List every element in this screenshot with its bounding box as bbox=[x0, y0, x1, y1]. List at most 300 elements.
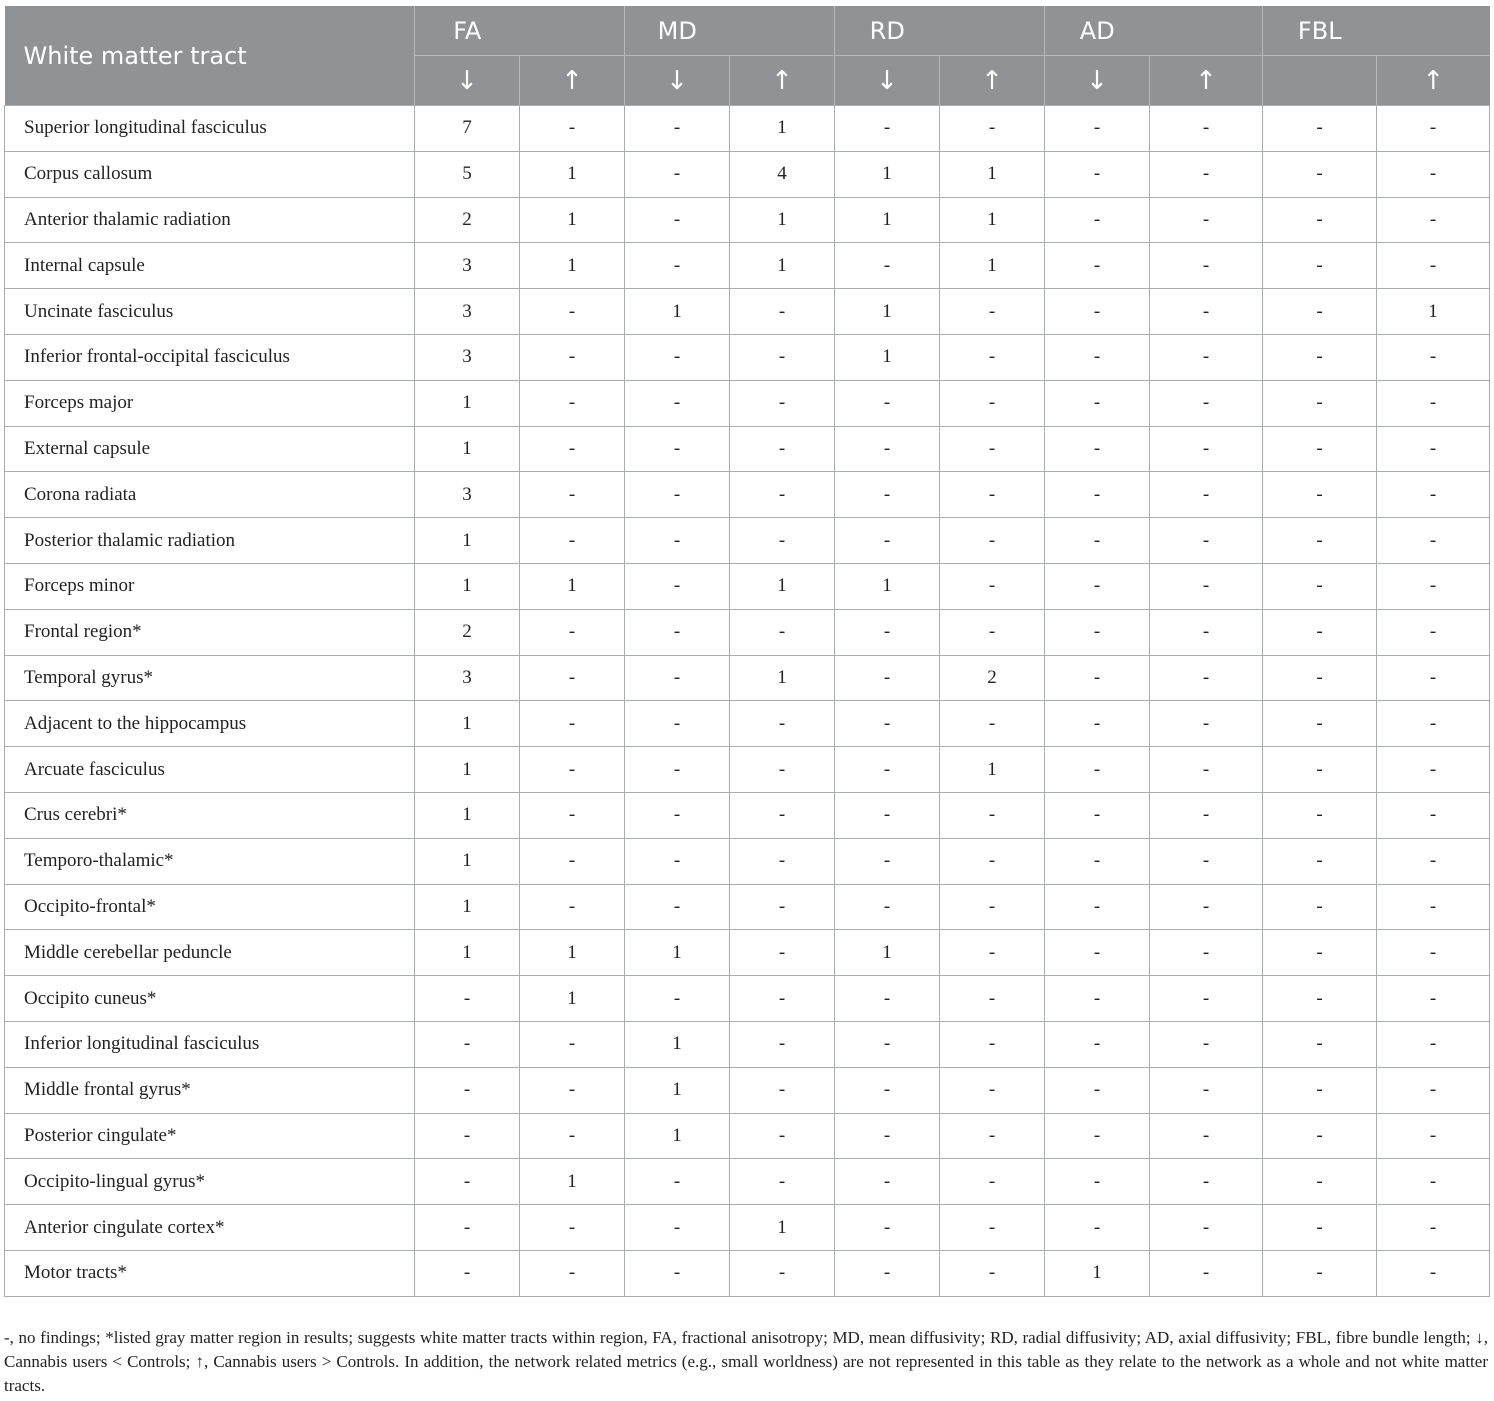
header-tract: White matter tract bbox=[5, 6, 415, 106]
table-cell: - bbox=[1263, 1067, 1377, 1113]
table-cell: 1 bbox=[415, 701, 520, 747]
table-cell: - bbox=[835, 1205, 940, 1251]
table-cell: - bbox=[1377, 1067, 1490, 1113]
table-cell: - bbox=[1045, 334, 1150, 380]
table-cell: 1 bbox=[730, 1205, 835, 1251]
table-cell: - bbox=[940, 289, 1045, 335]
table-cell: - bbox=[835, 1113, 940, 1159]
table-cell: - bbox=[415, 976, 520, 1022]
table-cell: - bbox=[520, 1021, 625, 1067]
table-row bbox=[5, 1159, 1490, 1205]
table-cell: - bbox=[1150, 243, 1263, 289]
table-cell: - bbox=[835, 609, 940, 655]
table-cell: - bbox=[1045, 380, 1150, 426]
table-cell: - bbox=[730, 609, 835, 655]
table-cell: - bbox=[940, 1113, 1045, 1159]
table-cell: - bbox=[1045, 289, 1150, 335]
table-row bbox=[5, 747, 1490, 793]
table-cell: - bbox=[730, 747, 835, 793]
table-cell: - bbox=[1150, 1021, 1263, 1067]
table-cell: - bbox=[415, 1113, 520, 1159]
table-cell: - bbox=[940, 106, 1045, 152]
table-cell: - bbox=[625, 655, 730, 701]
table-cell: 1 bbox=[415, 518, 520, 564]
table-cell: - bbox=[1263, 1159, 1377, 1205]
table-cell: - bbox=[1045, 655, 1150, 701]
table-cell: - bbox=[1377, 518, 1490, 564]
table-cell: - bbox=[730, 792, 835, 838]
table-cell: - bbox=[1377, 1113, 1490, 1159]
header-arrow: ↑ bbox=[520, 56, 625, 106]
table-cell: - bbox=[1045, 930, 1150, 976]
table-cell: 1 bbox=[835, 563, 940, 609]
table-cell: - bbox=[1045, 426, 1150, 472]
table-cell: - bbox=[1045, 518, 1150, 564]
header-metric-md: MD bbox=[625, 6, 730, 56]
table-cell: - bbox=[520, 747, 625, 793]
table-cell: - bbox=[1150, 151, 1263, 197]
table-cell: - bbox=[1045, 1113, 1150, 1159]
table-cell: - bbox=[1377, 106, 1490, 152]
table-cell: - bbox=[940, 563, 1045, 609]
table-cell: - bbox=[1045, 1067, 1150, 1113]
table-cell: - bbox=[1150, 426, 1263, 472]
table-cell: - bbox=[730, 1113, 835, 1159]
table-cell: - bbox=[835, 976, 940, 1022]
table-cell: - bbox=[1263, 380, 1377, 426]
table-cell: - bbox=[1377, 380, 1490, 426]
table-cell: - bbox=[835, 747, 940, 793]
table-cell: - bbox=[1377, 884, 1490, 930]
tract-name: Arcuate fasciculus bbox=[5, 747, 415, 793]
header-arrow: ↓ bbox=[415, 56, 520, 106]
tract-name: Superior longitudinal fasciculus bbox=[5, 106, 415, 152]
tract-name: Inferior frontal-occipital fasciculus bbox=[5, 334, 415, 380]
table-cell: - bbox=[1263, 472, 1377, 518]
table-cell: - bbox=[835, 792, 940, 838]
table-cell: - bbox=[1150, 1250, 1263, 1296]
table-row bbox=[5, 930, 1490, 976]
table-cell: - bbox=[520, 106, 625, 152]
table-cell: - bbox=[1377, 563, 1490, 609]
tract-name: Middle cerebellar peduncle bbox=[5, 930, 415, 976]
table-cell: 1 bbox=[520, 976, 625, 1022]
table-cell: - bbox=[835, 1021, 940, 1067]
table-cell: - bbox=[940, 1021, 1045, 1067]
header-spacer bbox=[940, 6, 1045, 56]
table-row bbox=[5, 426, 1490, 472]
table-cell: - bbox=[1150, 792, 1263, 838]
table-cell: - bbox=[520, 518, 625, 564]
table-cell: - bbox=[835, 1067, 940, 1113]
table-cell: - bbox=[835, 1159, 940, 1205]
header-spacer bbox=[1150, 6, 1263, 56]
table-cell: - bbox=[625, 1250, 730, 1296]
table-cell: 1 bbox=[730, 563, 835, 609]
table-cell: - bbox=[1377, 609, 1490, 655]
table-cell: - bbox=[1150, 1067, 1263, 1113]
table-cell: - bbox=[1045, 197, 1150, 243]
table-cell: - bbox=[1263, 243, 1377, 289]
table-cell: - bbox=[730, 1159, 835, 1205]
table-cell: - bbox=[1150, 1159, 1263, 1205]
table-cell: - bbox=[1263, 426, 1377, 472]
table-cell: - bbox=[520, 701, 625, 747]
table-cell: - bbox=[1150, 563, 1263, 609]
table-cell: - bbox=[1263, 930, 1377, 976]
table-cell: - bbox=[1150, 747, 1263, 793]
tract-name: Temporo-thalamic* bbox=[5, 838, 415, 884]
table-cell: 1 bbox=[415, 792, 520, 838]
table-cell: 1 bbox=[415, 838, 520, 884]
table-cell: - bbox=[520, 884, 625, 930]
table-cell: - bbox=[835, 838, 940, 884]
table-cell: 3 bbox=[415, 655, 520, 701]
table-cell: - bbox=[1263, 976, 1377, 1022]
table-cell: - bbox=[940, 792, 1045, 838]
tract-name: Temporal gyrus* bbox=[5, 655, 415, 701]
table-row bbox=[5, 976, 1490, 1022]
tract-name: External capsule bbox=[5, 426, 415, 472]
table-row bbox=[5, 701, 1490, 747]
table-cell: - bbox=[625, 106, 730, 152]
table-cell: 1 bbox=[415, 426, 520, 472]
table-cell: - bbox=[1263, 838, 1377, 884]
table-cell: 2 bbox=[415, 197, 520, 243]
table-cell: - bbox=[415, 1067, 520, 1113]
table-row bbox=[5, 243, 1490, 289]
table-cell: - bbox=[940, 426, 1045, 472]
tract-name: Middle frontal gyrus* bbox=[5, 1067, 415, 1113]
table-cell: - bbox=[1150, 930, 1263, 976]
table-cell: - bbox=[1377, 334, 1490, 380]
table-cell: - bbox=[1263, 563, 1377, 609]
table-footnote: -, no findings; *listed gray matter region in results; suggests white matter tracts within region, FA, fractional anisotropy; MD, mean diffusivity; RD, radial diffusivity; AD, axial diffusivity; FBL, fibre bundle length; ↓, Cannabis users < Controls; ↑, Cannabis users > Controls. In addition, the network related metrics (e.g., small worldness) are not represented in this table as they relate to the network as a whole and not white matter tracts. bbox=[4, 1328, 1488, 1395]
table-cell: - bbox=[1150, 838, 1263, 884]
table-cell: - bbox=[1263, 197, 1377, 243]
table-cell: 3 bbox=[415, 334, 520, 380]
tract-name: Anterior cingulate cortex* bbox=[5, 1205, 415, 1251]
table-row bbox=[5, 1113, 1490, 1159]
table-row bbox=[5, 1067, 1490, 1113]
table-cell: 1 bbox=[730, 655, 835, 701]
table-cell: - bbox=[730, 426, 835, 472]
table-row bbox=[5, 380, 1490, 426]
table-cell: - bbox=[1045, 243, 1150, 289]
table-cell: 3 bbox=[415, 289, 520, 335]
table-cell: - bbox=[625, 197, 730, 243]
header-arrow: ↓ bbox=[835, 56, 940, 106]
table-cell: - bbox=[835, 243, 940, 289]
tract-name: Occipito cuneus* bbox=[5, 976, 415, 1022]
table-cell: 1 bbox=[835, 930, 940, 976]
table-cell: - bbox=[1150, 655, 1263, 701]
table-cell: - bbox=[730, 334, 835, 380]
table-cell: - bbox=[520, 838, 625, 884]
header-metric-fbl: FBL bbox=[1263, 6, 1377, 56]
table-cell: - bbox=[520, 426, 625, 472]
table-cell: - bbox=[730, 289, 835, 335]
table-cell: - bbox=[940, 472, 1045, 518]
table-cell: 1 bbox=[415, 563, 520, 609]
table-cell: - bbox=[1377, 1250, 1490, 1296]
table-cell: - bbox=[1377, 426, 1490, 472]
header-arrow: ↑ bbox=[1150, 56, 1263, 106]
header-spacer bbox=[1377, 6, 1490, 56]
table-row bbox=[5, 1205, 1490, 1251]
tract-name: Anterior thalamic radiation bbox=[5, 197, 415, 243]
table-cell: - bbox=[415, 1159, 520, 1205]
header-arrow: ↑ bbox=[730, 56, 835, 106]
table-cell: - bbox=[730, 380, 835, 426]
table-cell: - bbox=[625, 838, 730, 884]
table-cell: 4 bbox=[730, 151, 835, 197]
table-cell: - bbox=[625, 747, 730, 793]
table-cell: - bbox=[1045, 747, 1150, 793]
table-cell: - bbox=[1263, 747, 1377, 793]
table-cell: - bbox=[1045, 838, 1150, 884]
table-cell: - bbox=[1045, 884, 1150, 930]
table-cell: - bbox=[835, 380, 940, 426]
table-cell: - bbox=[1377, 930, 1490, 976]
table-cell: - bbox=[940, 609, 1045, 655]
table-cell: - bbox=[1377, 747, 1490, 793]
table-cell: - bbox=[1263, 1205, 1377, 1251]
table-cell: - bbox=[1263, 151, 1377, 197]
tract-name: Occipito-lingual gyrus* bbox=[5, 1159, 415, 1205]
table-cell: - bbox=[520, 1113, 625, 1159]
table-cell: - bbox=[1150, 380, 1263, 426]
table-cell: - bbox=[1377, 197, 1490, 243]
table-cell: - bbox=[1263, 289, 1377, 335]
table-cell: - bbox=[940, 1250, 1045, 1296]
table-cell: 1 bbox=[940, 197, 1045, 243]
table-cell: - bbox=[1045, 1021, 1150, 1067]
table-cell: - bbox=[1263, 609, 1377, 655]
table-row bbox=[5, 472, 1490, 518]
table-cell: - bbox=[520, 289, 625, 335]
table-cell: - bbox=[520, 380, 625, 426]
table-cell: - bbox=[835, 655, 940, 701]
table-cell: - bbox=[415, 1021, 520, 1067]
table-cell: 1 bbox=[940, 243, 1045, 289]
table-cell: 1 bbox=[520, 151, 625, 197]
table-cell: - bbox=[1377, 792, 1490, 838]
tract-name: Corpus callosum bbox=[5, 151, 415, 197]
tract-name: Posterior cingulate* bbox=[5, 1113, 415, 1159]
table-cell: 1 bbox=[835, 289, 940, 335]
table-cell: - bbox=[1150, 1205, 1263, 1251]
table-cell: - bbox=[730, 518, 835, 564]
table-cell: 1 bbox=[625, 930, 730, 976]
table-cell: - bbox=[1045, 976, 1150, 1022]
table-row bbox=[5, 197, 1490, 243]
table-cell: - bbox=[625, 884, 730, 930]
table-cell: - bbox=[835, 701, 940, 747]
table-cell: - bbox=[625, 609, 730, 655]
table-row bbox=[5, 1021, 1490, 1067]
tract-name: Adjacent to the hippocampus bbox=[5, 701, 415, 747]
table-cell: - bbox=[1150, 197, 1263, 243]
table-cell: 2 bbox=[415, 609, 520, 655]
table-cell: 1 bbox=[835, 151, 940, 197]
table-cell: - bbox=[1150, 1113, 1263, 1159]
table-cell: - bbox=[1045, 1159, 1150, 1205]
table-cell: - bbox=[835, 1250, 940, 1296]
table-cell: - bbox=[625, 563, 730, 609]
table-cell: - bbox=[1263, 884, 1377, 930]
table-cell: - bbox=[730, 884, 835, 930]
table-cell: - bbox=[625, 1205, 730, 1251]
tract-name: Internal capsule bbox=[5, 243, 415, 289]
tract-name: Inferior longitudinal fasciculus bbox=[5, 1021, 415, 1067]
table-cell: - bbox=[835, 426, 940, 472]
table-cell: - bbox=[1263, 701, 1377, 747]
table-cell: - bbox=[940, 1159, 1045, 1205]
table-cell: - bbox=[415, 1205, 520, 1251]
table-cell: 1 bbox=[415, 380, 520, 426]
table-cell: - bbox=[520, 334, 625, 380]
table-cell: - bbox=[625, 701, 730, 747]
table-cell: 1 bbox=[1377, 289, 1490, 335]
table-cell: - bbox=[1377, 243, 1490, 289]
table-cell: 1 bbox=[625, 1021, 730, 1067]
white-matter-table bbox=[4, 6, 1490, 1297]
table-cell: - bbox=[835, 472, 940, 518]
table-cell: - bbox=[625, 380, 730, 426]
table-cell: - bbox=[1045, 792, 1150, 838]
header-arrow: ↓ bbox=[1045, 56, 1150, 106]
tract-name: Corona radiata bbox=[5, 472, 415, 518]
table-cell: - bbox=[1377, 701, 1490, 747]
table-cell: - bbox=[940, 701, 1045, 747]
table-cell: 1 bbox=[730, 106, 835, 152]
header-arrow bbox=[1263, 56, 1377, 106]
table-cell: 1 bbox=[520, 930, 625, 976]
table-cell: - bbox=[940, 518, 1045, 564]
table-cell: - bbox=[1263, 106, 1377, 152]
table-row bbox=[5, 106, 1490, 152]
table-cell: - bbox=[1150, 106, 1263, 152]
table-cell: 1 bbox=[415, 930, 520, 976]
table-cell: - bbox=[415, 1250, 520, 1296]
table-cell: 1 bbox=[835, 197, 940, 243]
table-cell: - bbox=[625, 1159, 730, 1205]
table-cell: - bbox=[940, 1205, 1045, 1251]
table-cell: 1 bbox=[520, 563, 625, 609]
table-row bbox=[5, 884, 1490, 930]
table-cell: 1 bbox=[730, 243, 835, 289]
table-cell: - bbox=[1150, 518, 1263, 564]
table-cell: 2 bbox=[940, 655, 1045, 701]
table-row bbox=[5, 609, 1490, 655]
table-cell: - bbox=[940, 380, 1045, 426]
table-cell: - bbox=[1045, 1205, 1150, 1251]
table-cell: 5 bbox=[415, 151, 520, 197]
table-cell: - bbox=[625, 334, 730, 380]
table-cell: - bbox=[940, 930, 1045, 976]
table-cell: - bbox=[730, 1067, 835, 1113]
header-arrow: ↓ bbox=[625, 56, 730, 106]
table-cell: - bbox=[1377, 976, 1490, 1022]
table-cell: - bbox=[520, 1250, 625, 1296]
header-spacer bbox=[520, 6, 625, 56]
table-cell: - bbox=[1150, 472, 1263, 518]
table-cell: 1 bbox=[625, 289, 730, 335]
table-cell: - bbox=[1263, 655, 1377, 701]
header-metric-ad: AD bbox=[1045, 6, 1150, 56]
table-cell: 1 bbox=[1045, 1250, 1150, 1296]
table-row bbox=[5, 334, 1490, 380]
table-cell: - bbox=[1263, 1021, 1377, 1067]
table-cell: - bbox=[940, 976, 1045, 1022]
table-cell: - bbox=[520, 472, 625, 518]
table-cell: - bbox=[835, 106, 940, 152]
table-cell: - bbox=[1263, 518, 1377, 564]
table-cell: - bbox=[1377, 151, 1490, 197]
tract-name: Frontal region* bbox=[5, 609, 415, 655]
table-cell: 1 bbox=[415, 884, 520, 930]
table-cell: - bbox=[625, 243, 730, 289]
table-cell: - bbox=[1263, 1113, 1377, 1159]
table-cell: - bbox=[520, 1067, 625, 1113]
table-cell: 1 bbox=[625, 1067, 730, 1113]
table-cell: - bbox=[730, 1021, 835, 1067]
table-cell: 3 bbox=[415, 243, 520, 289]
table-cell: - bbox=[1045, 472, 1150, 518]
table-container bbox=[4, 6, 1489, 1297]
table-cell: 1 bbox=[520, 1159, 625, 1205]
table-row bbox=[5, 792, 1490, 838]
table-cell: - bbox=[1150, 609, 1263, 655]
table-row bbox=[5, 151, 1490, 197]
table-cell: - bbox=[625, 518, 730, 564]
table-cell: 1 bbox=[520, 197, 625, 243]
table-cell: - bbox=[520, 609, 625, 655]
table-cell: - bbox=[730, 930, 835, 976]
table-cell: - bbox=[730, 472, 835, 518]
table-cell: 1 bbox=[625, 1113, 730, 1159]
table-row bbox=[5, 655, 1490, 701]
table-cell: - bbox=[1045, 701, 1150, 747]
table-row bbox=[5, 1250, 1490, 1296]
table-cell: 3 bbox=[415, 472, 520, 518]
table-cell: - bbox=[1377, 1021, 1490, 1067]
table-cell: - bbox=[835, 518, 940, 564]
table-cell: - bbox=[1045, 151, 1150, 197]
table-row bbox=[5, 563, 1490, 609]
table-cell: - bbox=[1263, 334, 1377, 380]
table-cell: - bbox=[1377, 655, 1490, 701]
table-cell: - bbox=[940, 838, 1045, 884]
table-cell: 1 bbox=[835, 334, 940, 380]
table-cell: - bbox=[1150, 701, 1263, 747]
table-cell: 1 bbox=[940, 151, 1045, 197]
table-cell: - bbox=[940, 884, 1045, 930]
tract-name: Crus cerebri* bbox=[5, 792, 415, 838]
table-cell: - bbox=[940, 334, 1045, 380]
table-cell: - bbox=[520, 655, 625, 701]
table-cell: 7 bbox=[415, 106, 520, 152]
table-cell: - bbox=[730, 701, 835, 747]
table-cell: - bbox=[1150, 976, 1263, 1022]
table-cell: - bbox=[625, 792, 730, 838]
table-cell: - bbox=[625, 472, 730, 518]
table-cell: - bbox=[730, 1250, 835, 1296]
table-cell: - bbox=[520, 792, 625, 838]
tract-name: Uncinate fasciculus bbox=[5, 289, 415, 335]
table-cell: - bbox=[940, 1067, 1045, 1113]
